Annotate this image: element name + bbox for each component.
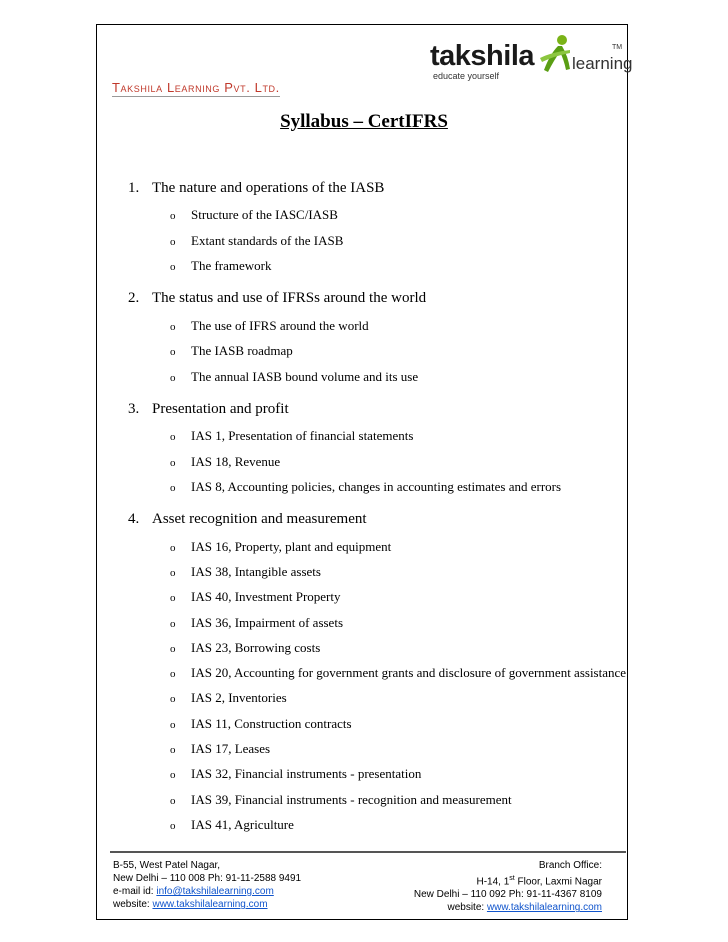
list-item: o The IASB roadmap (170, 343, 293, 358)
footer-divider (110, 851, 626, 853)
logo-figure-icon (536, 34, 572, 78)
section-heading: 4. Asset recognition and measurement (128, 511, 367, 527)
website-link[interactable]: www.takshilalearning.com (152, 899, 268, 910)
list-item: o IAS 20, Accounting for government grants and disclosure of government assistance (170, 665, 627, 680)
takshila-logo (430, 34, 633, 84)
bullet-icon: o (170, 372, 176, 384)
list-item: o IAS 36, Impairment of assets (170, 615, 344, 630)
bullet-icon: o (170, 567, 176, 579)
list-item: o Extant standards of the IASB (170, 233, 344, 248)
list-item: o IAS 39, Financial instruments - recognition and measurement (170, 792, 512, 807)
bullet-icon: o (170, 482, 176, 494)
page-border (96, 24, 628, 920)
company-name: Takshila Learning Pvt. Ltd. (112, 80, 280, 95)
footer-phone: New Delhi – 110 008 Ph: 91-11-2588 9491 (113, 873, 302, 884)
list-item: o IAS 41, Agriculture (170, 817, 294, 832)
list-item: o The use of IFRS around the world (170, 318, 369, 333)
branch-website-row: website: www.takshilalearning.com (447, 902, 602, 914)
list-item: o The annual IASB bound volume and its use (170, 369, 419, 384)
bullet-icon: o (170, 693, 176, 705)
bullet-icon: o (170, 542, 176, 554)
bullet-icon: o (170, 431, 176, 443)
list-item: o IAS 1, Presentation of financial statements (170, 428, 414, 443)
list-item: o Structure of the IASC/IASB (170, 207, 338, 222)
bullet-icon: o (170, 719, 176, 731)
logo-trademark: TM (612, 44, 623, 51)
list-item: o IAS 32, Financial instruments - presentation (170, 766, 422, 781)
logo-wordmark: takshila (430, 40, 534, 72)
branch-phone: New Delhi – 110 092 Ph: 91-11-4367 8109 (413, 889, 602, 901)
logo-tagline: educate yourself (433, 71, 500, 81)
bullet-icon: o (170, 820, 176, 832)
bullet-icon: o (170, 744, 176, 756)
footer-head-office (113, 859, 301, 911)
section-heading: 2. The status and use of IFRSs around the world (128, 290, 427, 306)
list-item: o The framework (170, 258, 272, 273)
bullet-icon: o (170, 618, 176, 630)
list-item: o IAS 8, Accounting policies, changes in accounting estimates and errors (170, 479, 562, 494)
email-link[interactable]: info@takshilalearning.com (156, 886, 274, 897)
list-item: o IAS 38, Intangible assets (170, 564, 321, 579)
bullet-icon: o (170, 795, 176, 807)
bullet-icon: o (170, 346, 176, 358)
bullet-icon: o (170, 321, 176, 333)
logo-learning: learning (572, 54, 633, 73)
footer-branch-office (414, 859, 602, 914)
list-item: o IAS 17, Leases (170, 741, 271, 756)
section-heading: 1. The nature and operations of the IASB (128, 180, 385, 196)
branch-address: H-14, 1st Floor, Laxmi Nagar (476, 875, 602, 888)
bullet-icon: o (170, 261, 176, 273)
bullet-icon: o (170, 210, 176, 222)
footer-email-row: e-mail id: info@takshilalearning.com (113, 886, 274, 897)
footer-website-row: website: www.takshilalearning.com (113, 899, 268, 910)
list-item: o IAS 40, Investment Property (170, 589, 341, 604)
bullet-icon: o (170, 643, 176, 655)
section-heading: 3. Presentation and profit (128, 401, 289, 417)
bullet-icon: o (170, 769, 176, 781)
list-item: o IAS 23, Borrowing costs (170, 640, 321, 655)
bullet-icon: o (170, 668, 176, 680)
list-item: o IAS 2, Inventories (170, 690, 287, 705)
bullet-icon: o (170, 457, 176, 469)
list-item: o IAS 18, Revenue (170, 454, 281, 469)
footer-address: B-55, West Patel Nagar, (113, 860, 221, 871)
branch-website-link[interactable]: www.takshilalearning.com (486, 902, 602, 914)
page-title: Syllabus – CertIFRS (280, 111, 448, 132)
list-item: o IAS 16, Property, plant and equipment (170, 539, 392, 554)
bullet-icon: o (170, 592, 176, 604)
bullet-icon: o (170, 236, 176, 248)
branch-label: Branch Office: (538, 860, 602, 871)
list-item: o IAS 11, Construction contracts (170, 716, 352, 731)
